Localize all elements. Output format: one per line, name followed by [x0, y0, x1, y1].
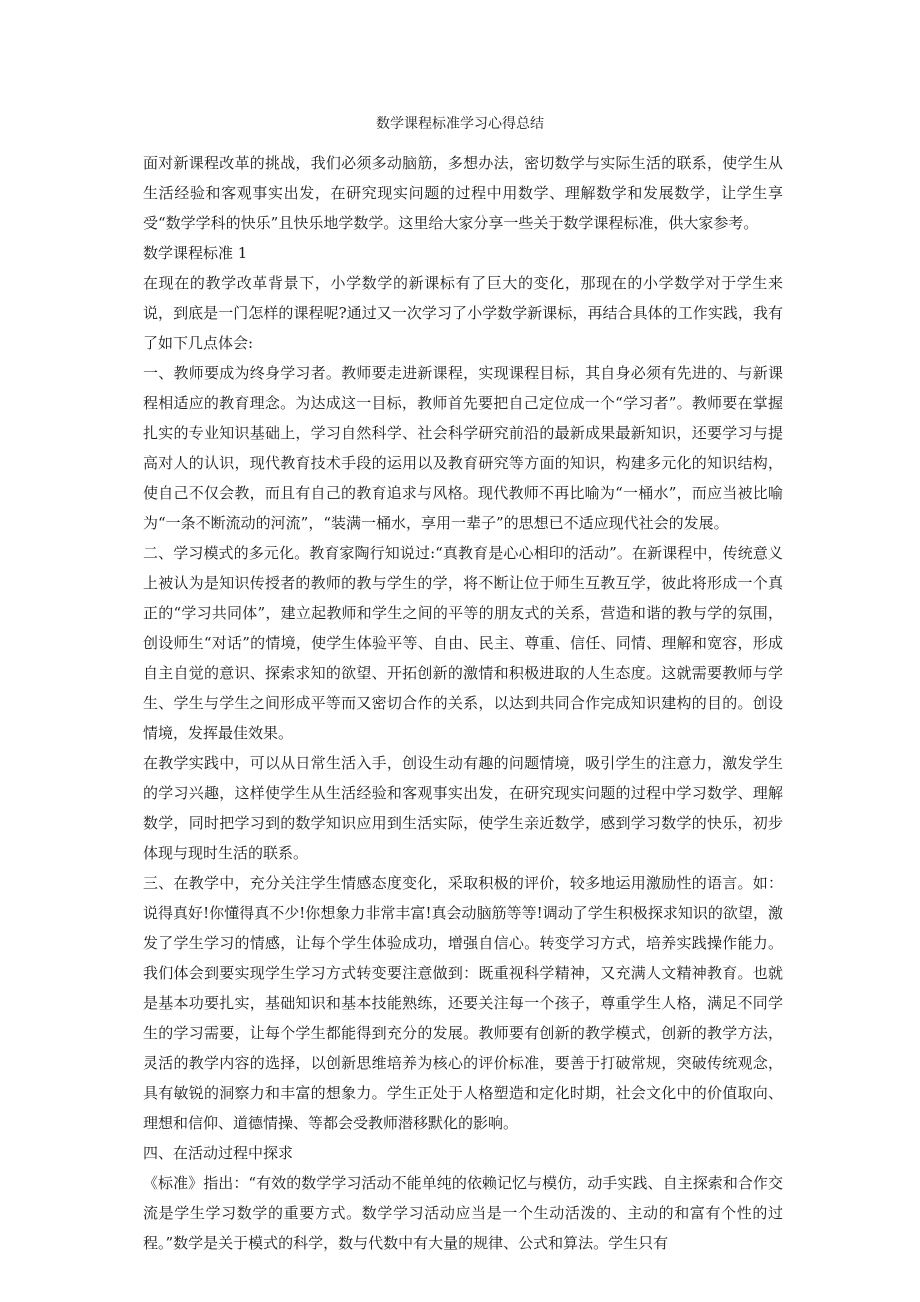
- paragraph: 在教学实践中，可以从日常生活入手，创设生动有趣的问题情境，吸引学生的注意力，激发学生的学习兴趣，这样使学生从生活经验和客观事实出发，在研究现实问题的过程中学习数学、理解数学，同时把学习到的数学知识应用到生活实际，使学生亲近数学，感到学习数学的快乐，初步体现与现时生活的联系。: [143, 754, 783, 862]
- paragraph: 《标准》指出：“有效的数学学习活动不能单纯的依赖记忆与模仿，动手实践、自主探索和合作交流是学生学习数学的重要方式。数学学习活动应当是一个生动活泼的、主动的和富有个性的过程。”数学是关于模式的科学，数与代数中有大量的规律、公式和算法。学生只有: [143, 1174, 783, 1252]
- paragraph: 二、学习模式的多元化。教育家陶行知说过:“真教育是心心相印的活动”。在新课程中，传统意义上被认为是知识传授者的教师的教与学生的学，将不断让位于师生互教互学，彼此将形成一个真正的“学习共同体”，建立起教师和学生之间的平等的朋友式的关系，营造和谐的教与学的氛围，创设师生“对话”的情境，使学生体验平等、自由、民主、尊重、信任、同情、理解和宽容，形成自主自觉的意识、探索求知的欲望、开拓创新的激情和积极进取的人生态度。这就需要教师与学生、学生与学生之间形成平等而又密切合作的关系，以达到共同合作完成知识建构的目的。创设情境，发挥最佳效果。: [143, 544, 783, 742]
- section-heading: 四、在活动过程中探求: [143, 1144, 294, 1162]
- document-title: 数学课程标准学习心得总结: [376, 116, 544, 132]
- section-heading: 数学课程标准 1: [143, 244, 248, 262]
- paragraph: 三、在教学中，充分关注学生情感态度变化，采取积极的评价，较多地运用激励性的语言。如：说得真好!你懂得真不少!你想象力非常丰富!真会动脑筋等等!调动了学生积极探求知识的欲望，激发了学生学习的情感，让每个学生体验成功，增强自信心。转变学习方式，培养实践操作能力。我们体会到要实现学生学习方式转变要注意做到：既重视科学精神，又充满人文精神教育。也就是基本功要扎实，基础知识和基本技能熟练，还要关注每一个孩子，尊重学生人格，满足不同学生的学习需要，让每个学生都能得到充分的发展。教师要有创新的教学模式，创新的教学方法，灵活的教学内容的选择，以创新思维培养为核心的评价标准，要善于打破常规，突破传统观念，具有敏锐的洞察力和丰富的想象力。学生正处于人格塑造和定化时期，社会文化中的价值取向、理想和信仰、道德情操、等都会受教师潜移默化的影响。: [143, 874, 783, 1132]
- paragraph-intro: 面对新课程改革的挑战，我们必须多动脑筋，多想办法，密切数学与实际生活的联系，使学生从生活经验和客观事实出发，在研究现实问题的过程中用数学、理解数学和发展数学，让学生享受“数学学科的快乐”且快乐地学数学。这里给大家分享一些关于数学课程标准，供大家参考。: [143, 154, 783, 232]
- paragraph: 一、教师要成为终身学习者。教师要走进新课程，实现课程目标，其自身必须有先进的、与新课程相适应的教育理念。为达成这一目标，教师首先要把自己定位成一个“学习者”。教师要在掌握扎实的专业知识基础上，学习自然科学、社会科学研究前沿的最新成果最新知识，还要学习与提高对人的认识，现代教育技术手段的运用以及教育研究等方面的知识，构建多元化的知识结构，使自己不仅会教，而且有自己的教育追求与风格。现代教师不再比喻为“一桶水”，而应当被比喻为“一条不断流动的河流”，“装满一桶水，享用一辈子”的思想已不适应现代社会的发展。: [143, 364, 783, 532]
- document-body: [143, 148, 783, 1258]
- paragraph: 在现在的教学改革背景下，小学数学的新课标有了巨大的变化，那现在的小学数学对于学生来说，到底是一门怎样的课程呢?通过又一次学习了小学数学新课标，再结合具体的工作实践，我有了如下几点体会:: [143, 274, 783, 352]
